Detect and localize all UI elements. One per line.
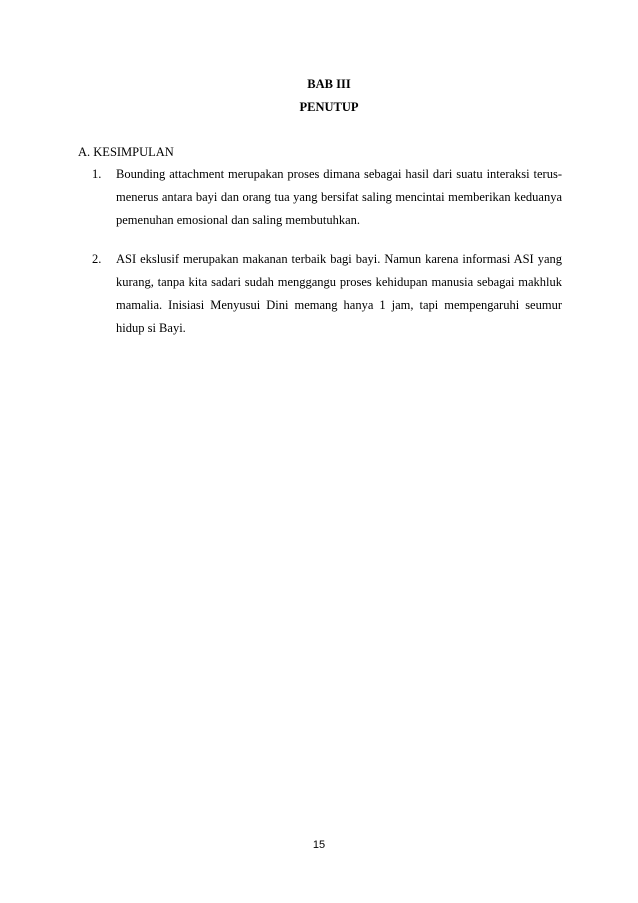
- section-heading: A. KESIMPULAN: [78, 145, 174, 159]
- conclusion-list: [92, 163, 562, 340]
- list-item-number: 2.: [92, 252, 102, 266]
- page-number: 15: [312, 839, 326, 851]
- chapter-title: PENUTUP: [299, 100, 359, 114]
- chapter-number: BAB III: [307, 77, 351, 91]
- list-item-number: 1.: [92, 167, 102, 181]
- list-item-text: ASI ekslusif merupakan makanan terbaik bagi bayi. Namun karena informasi ASI yang kurang, tanpa kita sadari sudah menggangu proses kehidupan manusia sebagai makhluk mamalia. Inisiasi Menyusui Dini memang hanya 1 jam, tapi mempengaruhi seumur hidup si Bayi.: [116, 252, 562, 335]
- list-item: [92, 248, 562, 340]
- list-item: [92, 163, 562, 232]
- list-item-text: Bounding attachment merupakan proses dimana sebagai hasil dari suatu interaksi terus-menerus antara bayi dan orang tua yang bersifat saling mencintai memberikan keduanya pemenuhan emosional dan saling membutuhkan.: [116, 167, 562, 227]
